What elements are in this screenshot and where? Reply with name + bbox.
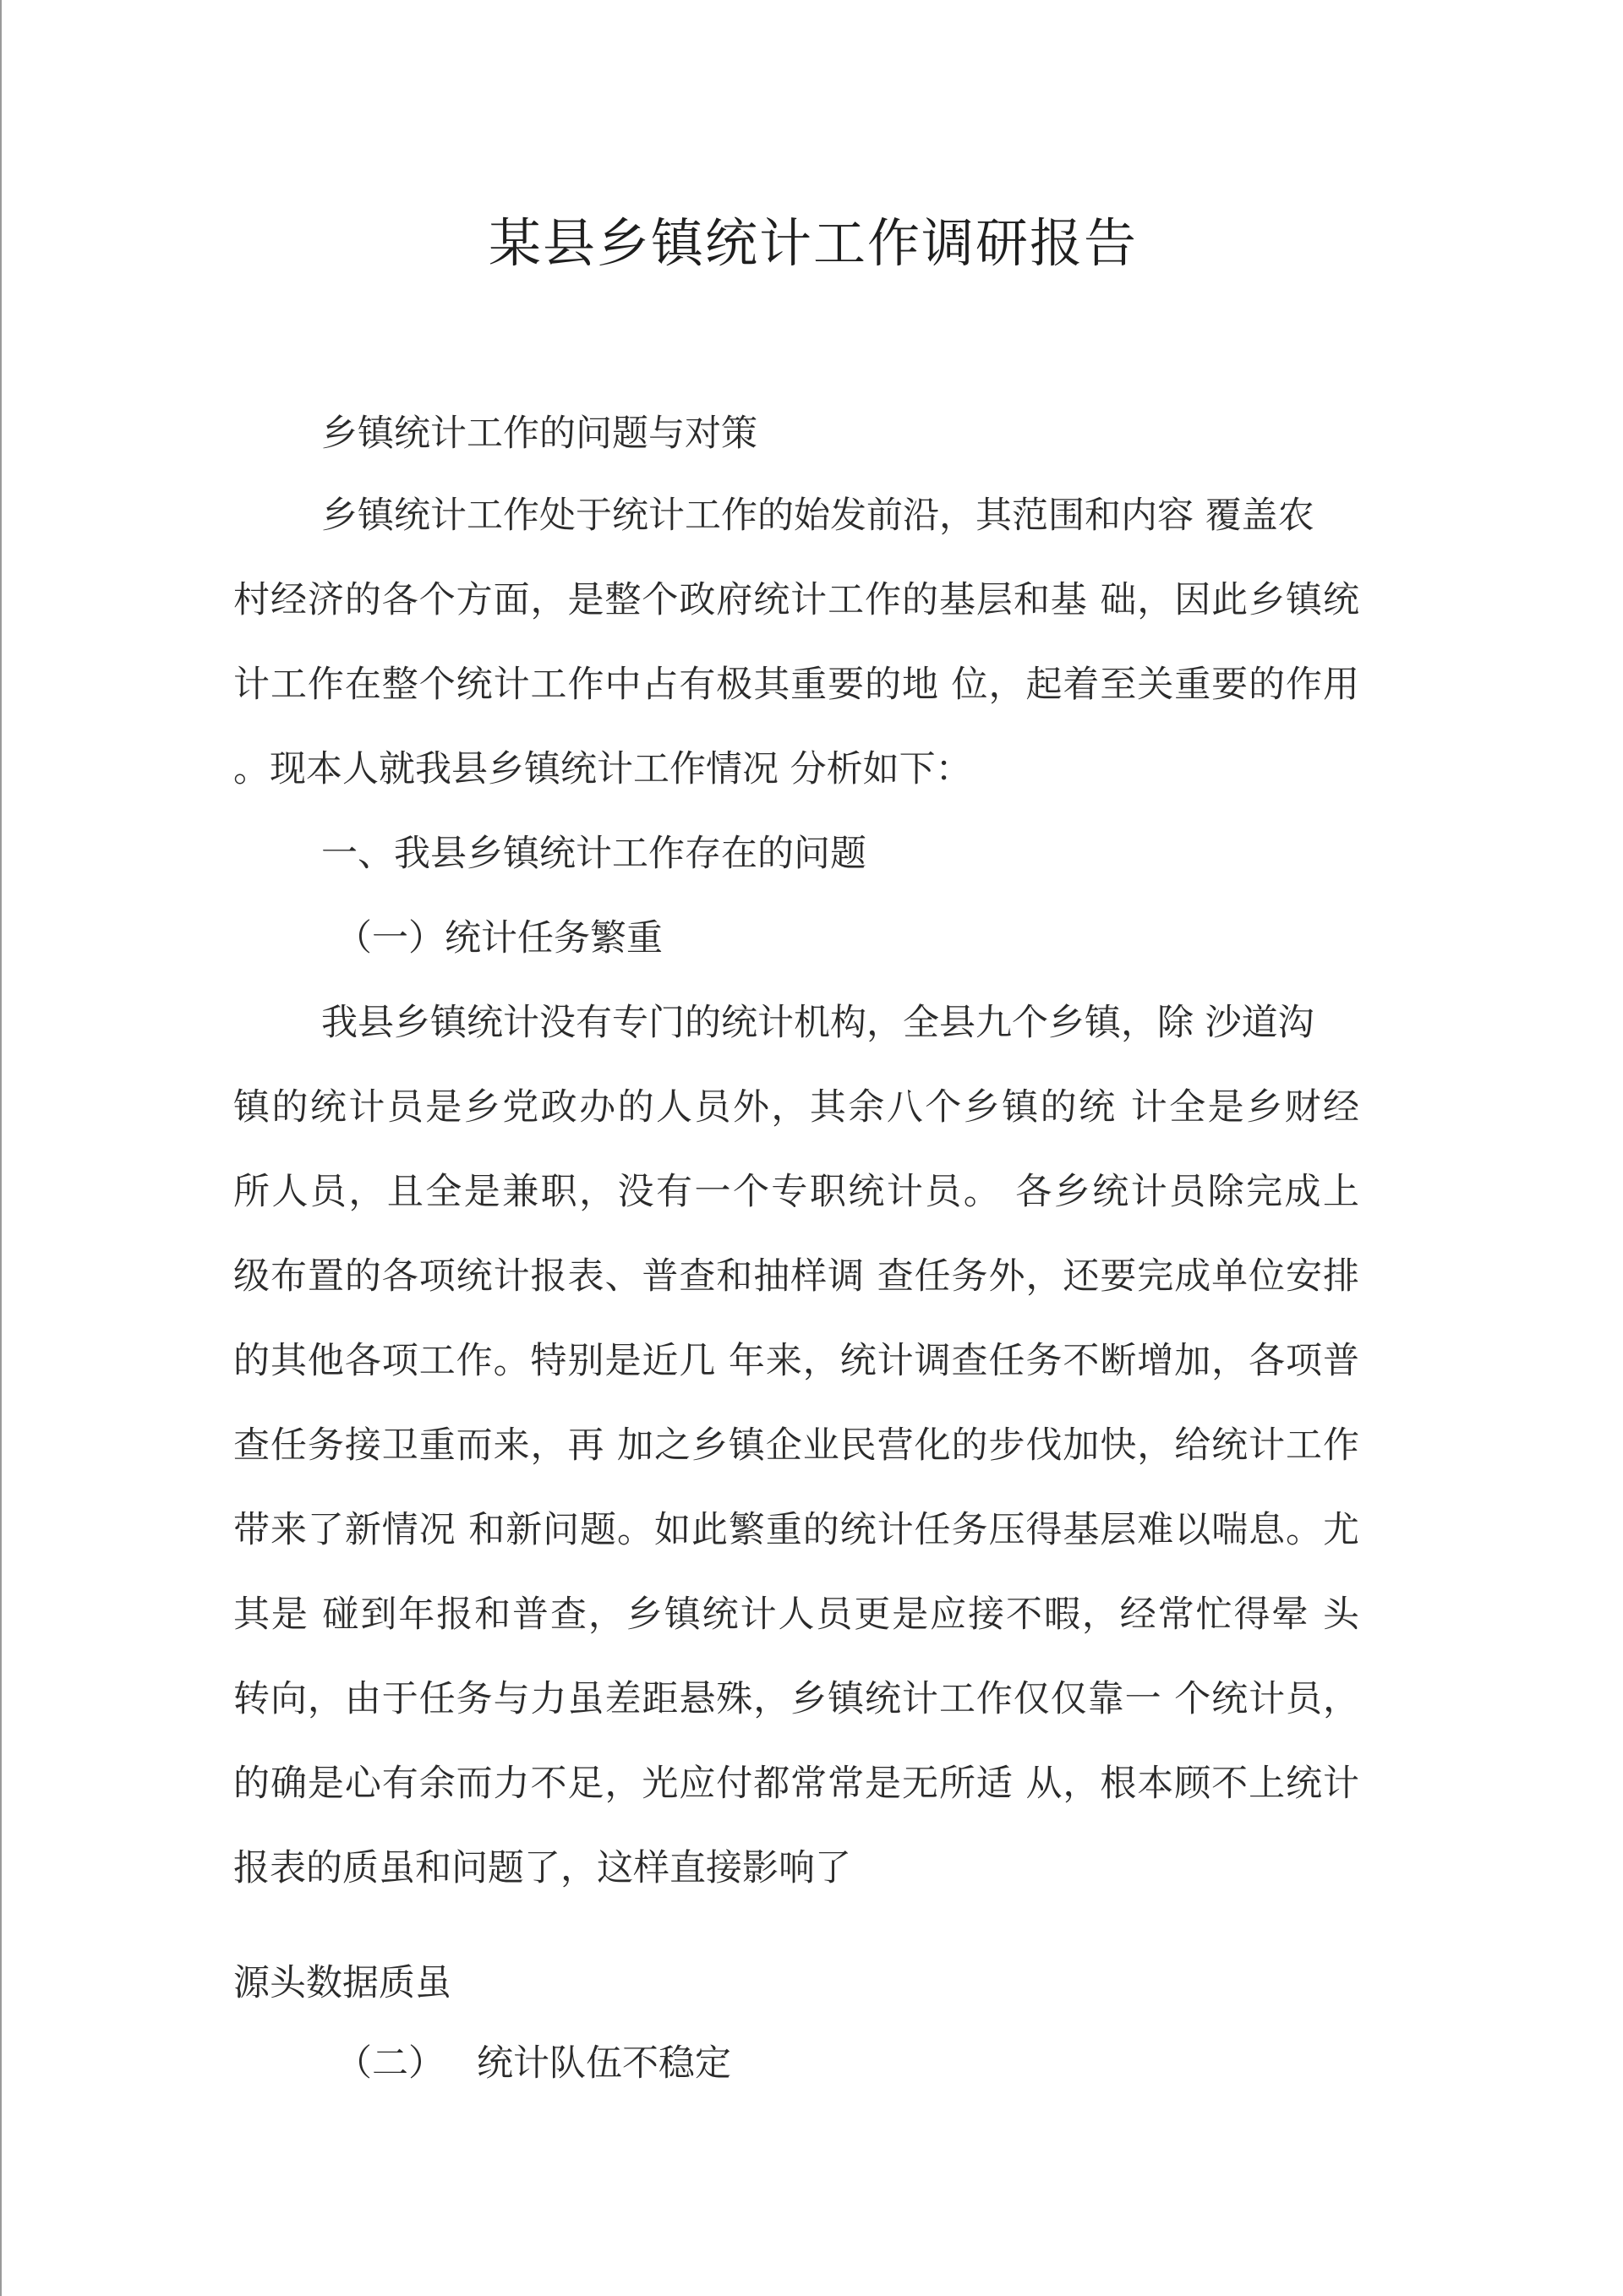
document-title: 某县乡镇统计工作调研报告 <box>488 212 1138 274</box>
paragraph-line: 源头数据质虽 <box>233 1962 451 2004</box>
subsection-number: （二） <box>336 2042 445 2085</box>
subsection-heading: 统计队伍不稳定 <box>477 2042 731 2085</box>
paragraph-line: 计工作在整个统计工作中占有极其重要的地 位，起着至关重要的作用 <box>233 664 1359 706</box>
paragraph-line: 的确是心有余而力不足，光应付都常常是无所适 从，根本顾不上统计 <box>233 1763 1359 1805</box>
paragraph-line: 其是 碰到年报和普查，乡镇统计人员更是应接不暇，经常忙得晕 头 <box>233 1594 1359 1636</box>
paragraph-line: 所人员，且全是兼职，没有一个专职统计员。 各乡统计员除完成上 <box>233 1171 1359 1213</box>
paragraph-line: 查任务接卫重而来，再 加之乡镇企业民营化的步伐加快，给统计工作 <box>233 1424 1359 1467</box>
paragraph-line: 转向，由于任务与力虽差距悬殊，乡镇统计工作仅仅靠一 个统计员， <box>233 1678 1359 1720</box>
paragraph-line: 镇的统计员是乡党政办的人员外，其余八个乡镇的统 计全是乡财经 <box>233 1086 1359 1129</box>
subsection-heading: （一）统计任务繁重 <box>336 917 663 959</box>
paragraph-line: 报表的质虽和问题了，这样直接影响了 <box>233 1847 851 1889</box>
section-heading: 一、我县乡镇统计工作存在的问题 <box>321 833 866 875</box>
paragraph-line: 的其他各项工作。特别是近几 年来，统计调查任务不断增加，各项普 <box>233 1340 1359 1382</box>
paragraph-line: 村经济的各个方面，是整个政府统计工作的基层和基 础，因此乡镇统 <box>233 579 1359 621</box>
paragraph-line: 我县乡镇统计没有专门的统计机构，全县九个乡镇，除 沙道沟 <box>321 1002 1314 1044</box>
paragraph-line: 带来了新情况 和新问题。如此繁重的统计任务压得基层难以喘息。尤 <box>233 1509 1359 1551</box>
subtitle: 乡镇统计工作的问题与对策 <box>321 413 757 455</box>
paragraph-line: 。现本人就我县乡镇统计工作情况 分析如下： <box>233 748 972 790</box>
paragraph-line: 级布置的各项统计报表、普查和抽样调 查任务外，还要完成单位安排 <box>233 1255 1359 1298</box>
paragraph-line: 乡镇统计工作处于统计工作的始发前沿，其范围和内容 覆盖农 <box>321 495 1314 537</box>
